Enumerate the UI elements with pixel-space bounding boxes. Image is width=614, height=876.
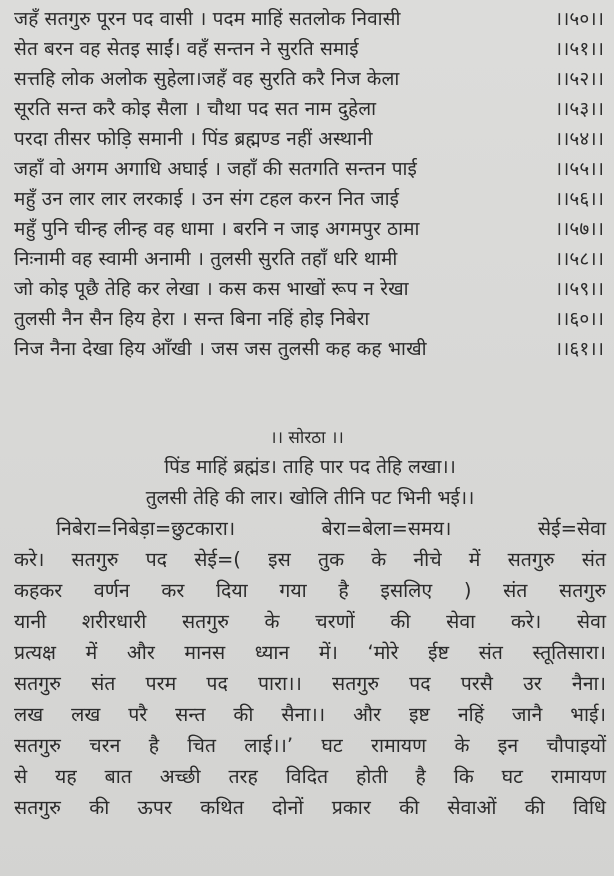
verse-line bbox=[14, 274, 604, 304]
verse-line bbox=[14, 4, 604, 34]
commentary-line: से यह बात अच्छी तरह विदित होती है कि घट रामायण bbox=[14, 765, 606, 788]
verse-number: ।।५४।। bbox=[554, 128, 604, 150]
commentary-line: यानी शरीरधारी सतगुरु के चरणों की सेवा करे। सेवा bbox=[14, 610, 606, 633]
commentary-line: सतगुरु संत परम पद पारा।। सतगुरु पद परसै उर नैना। bbox=[14, 672, 606, 695]
verse-line bbox=[14, 334, 604, 364]
commentary-line: प्रत्यक्ष में और मानस ध्यान में। ‘मोरे ईष्ट संत स्तूतिसारा। bbox=[14, 641, 606, 664]
verse-text: जो कोइ पूछै तेहि कर लेखा । कस कस भाखों रूप न रेखा bbox=[14, 278, 409, 300]
verse-number: ।।५९।। bbox=[554, 278, 604, 300]
verse-line bbox=[14, 124, 604, 154]
verse-number: ।।५३।। bbox=[554, 98, 604, 120]
commentary-line: लख लख परै सन्त की सैना।। और इष्ट नहिं जानै भाई। bbox=[14, 703, 606, 726]
commentary-line: निबेरा=निबेड़ा=छुटकारा। बेरा=बेला=समय। सेई=सेवा bbox=[56, 517, 606, 540]
sortha-verses bbox=[0, 452, 614, 514]
verse-line bbox=[14, 154, 604, 184]
verse-line bbox=[14, 214, 604, 244]
verse-line bbox=[14, 94, 604, 124]
verse-text: महुँ उन लार लार लरकाई । उन संग टहल करन नित जाई bbox=[14, 188, 400, 210]
verse-text: तुलसी नैन सैन हिय हेरा । सन्त बिना नहिं होइ निबेरा bbox=[14, 308, 370, 330]
verse-text: जहँ सतगुरु पूरन पद वासी । पदम माहिं सतलोक निवासी bbox=[14, 8, 401, 30]
verse-number: ।।५०।। bbox=[554, 8, 604, 30]
verse-text: परदा तीसर फोड़ि समानी । पिंड ब्रह्मण्ड नहीं अस्थानी bbox=[14, 128, 373, 150]
verse-number: ।।५५।। bbox=[554, 158, 604, 180]
verse-number: ।।६१।। bbox=[554, 338, 604, 360]
verse-text: सूरति सन्त करै कोइ सैला । चौथा पद सत नाम दुहेला bbox=[14, 98, 377, 120]
sortha-line: तुलसी तेहि की लार। खोलि तीनि पट भिनी भई।। bbox=[145, 487, 475, 509]
verse-number: ।।६०।। bbox=[554, 308, 604, 330]
verse-number: ।।५१।। bbox=[554, 38, 604, 60]
verse-line bbox=[14, 304, 604, 334]
sortha-heading: ।। सोरठा ।। bbox=[270, 428, 344, 448]
verse-text: सत्तहि लोक अलोक सुहेला।जहँ वह सुरति करै निज केला bbox=[14, 68, 400, 90]
verse-number: ।।५६।। bbox=[554, 188, 604, 210]
verse-text: महुँ पुनि चीन्ह लीन्ह वह धामा । बरनि न जाइ अगमपुर ठामा bbox=[14, 218, 420, 240]
verse-line bbox=[14, 244, 604, 274]
verse-text: जहाँ वो अगम अगाधि अघाई । जहाँ की सतगति सन्तन पाई bbox=[14, 158, 417, 180]
verse-number: ।।५८।। bbox=[554, 248, 604, 270]
commentary-line: सतगुरु की ऊपर कथित दोनों प्रकार की सेवाओं की विधि bbox=[14, 796, 606, 819]
verse-text: निज नैना देखा हिय आँखी । जस जस तुलसी कह कह भाखी bbox=[14, 338, 427, 360]
verse-number: ।।५२।। bbox=[554, 68, 604, 90]
verse-text: निःनामी वह स्वामी अनामी । तुलसी सुरति तहाँ धरि थामी bbox=[14, 248, 398, 270]
verse-line bbox=[14, 34, 604, 64]
chaupai-verses bbox=[14, 4, 604, 364]
verse-text: सेत बरन वह सेतइ साईं। वहँ सन्तन ने सुरति समाई bbox=[14, 38, 359, 60]
verse-number: ।।५७।। bbox=[554, 218, 604, 240]
verse-line bbox=[14, 64, 604, 94]
sortha-line: पिंड माहिं ब्रह्मंड। ताहि पार पद तेहि लखा।। bbox=[164, 456, 456, 478]
commentary-line: सतगुरु चरन है चित लाई।।’ घट रामायण के इन चौपाइयों bbox=[14, 734, 606, 757]
commentary-line: कहकर वर्णन कर दिया गया है इसलिए ) संत सतगुरु bbox=[14, 579, 606, 602]
commentary-line: करे। सतगुरु पद सेई=( इस तुक के नीचे में सतगुरु संत bbox=[14, 548, 606, 571]
verse-line bbox=[14, 184, 604, 214]
commentary-paragraph bbox=[14, 513, 606, 823]
